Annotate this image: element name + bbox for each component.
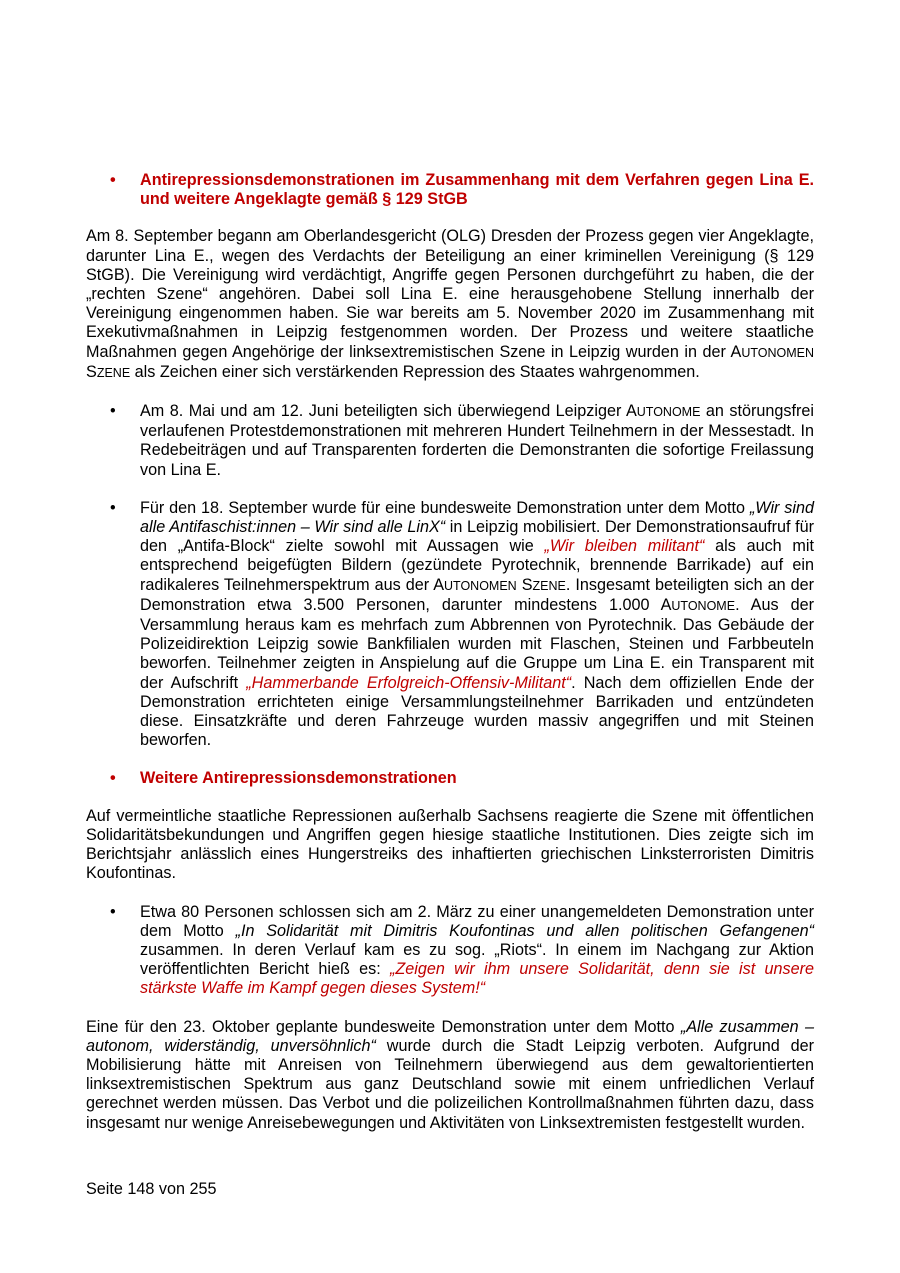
bullet-icon: • bbox=[110, 769, 116, 788]
small-caps-term: AUTONOMEN SZENE bbox=[86, 342, 814, 381]
quote-motto: „In Solidarität mit Dimitris Koufontinas und allen politischen Gefangenen“ bbox=[235, 921, 814, 940]
small-caps-term: AUTONOMEN SZENE bbox=[433, 575, 566, 594]
paragraph-solidarity: Auf vermeintliche staatliche Repressionen außerhalb Sachsens reagierte die Szene mit öffentlichen Solidaritätsbekundungen und Angriffen gegen hiesige staatliche Institutionen. Dies zeigte sich im Berichtsjahr anlässlich eines Hungerstreiks des inhaftierten griechischen Linksterroristen Dimitris Koufontinas. bbox=[86, 806, 814, 883]
section-heading-lina-e bbox=[86, 171, 814, 209]
heading-text: Weitere Antirepressionsdemonstrationen bbox=[140, 769, 457, 788]
bullet-icon: • bbox=[110, 498, 116, 517]
list-item-may-june-demos: • Am 8. Mai und am 12. Juni beteiligten sich überwiegend Leipziger AUTONOME an störungsfrei verlaufenen Protestdemonstrationen mit mehreren Hundert Teilnehmern in der Messestadt. In Redebeiträgen und auf Transparenten forderten die Demonstranten die sofortige Freilassung von Lina E. bbox=[110, 402, 814, 479]
paragraph-trial: Am 8. September begann am Oberlandesgericht (OLG) Dresden der Prozess gegen vier Angeklagte, darunter Lina E., wegen des Verdachts der Beteiligung an einer kriminellen Vereinigung (§ 129 StGB). Die Vereinigung wird verdächtigt, Angriffe gegen Personen durchgeführt zu haben, die der „rechten Szene“ angehören. Dabei soll Lina E. eine herausgehobene Stellung innerhalb der Vereinigung eingenommen haben. Sie war bereits am 5. November 2020 im Zusammenhang mit Exekutivmaßnahmen in Leipzig festgenommen worden. Der Prozess und weitere staatliche Maßnahmen gegen Angehörige der linksextremistischen Szene in Leipzig wurden in der AUTONOMEN SZENE als Zeichen einer sich verstärkenden Repression des Staates wahrgenommen. bbox=[86, 227, 814, 381]
quote-motto: „Wir sind alle Antifaschist:innen – Wir sind alle LinX“ bbox=[140, 498, 814, 537]
small-caps-term: AUTONOME bbox=[660, 595, 736, 614]
quote-banner: „Hammerbande Erfolgreich-Offensiv-Militant“ bbox=[246, 673, 572, 692]
heading-text: Antirepressionsdemonstrationen im Zusammenhang mit dem Verfahren gegen Lina E. und weitere Angeklagte gemäß § 129 StGB bbox=[140, 171, 814, 209]
page-content bbox=[86, 171, 814, 1133]
quote-report: „Zeigen wir ihm unsere Solidarität, denn sie ist unsere stärkste Waffe im Kampf gegen dieses System!“ bbox=[140, 960, 814, 998]
bullet-icon: • bbox=[110, 171, 116, 189]
quote-militant: „Wir bleiben militant“ bbox=[544, 537, 705, 556]
section-heading-further-demos bbox=[86, 769, 814, 788]
list-item-march-demo: • Etwa 80 Personen schlossen sich am 2. März zu einer unangemeldeten Demonstration unter dem Motto „In Solidarität mit Dimitris Koufontinas und allen politischen Gefangenen“ zusammen. In deren Verlauf kam es zu sog. „Riots“. In einem im Nachgang zur Aktion veröffentlichten Bericht hieß es: „Zeigen wir ihm unsere Solidarität, denn sie ist unsere stärkste Waffe im Kampf gegen dieses System!“ bbox=[110, 902, 814, 998]
small-caps-term: AUTONOME bbox=[625, 402, 701, 421]
list-item-september-demo: • Für den 18. September wurde für eine bundesweite Demonstration unter dem Motto „Wir sind alle Antifaschist:innen – Wir sind alle LinX“ in Leipzig mobilisiert. Der Demonstrationsaufruf für den „Antifa-Block“ zielte sowohl mit Aussagen wie „Wir bleiben militant“ als auch mit entsprechend beigefügten Bildern (gezündete Pyrotechnik, brennende Barrikade) auf ein radikaleres Teilnehmerspektrum aus der AUTONOMEN SZENE. Insgesamt beteiligten sich an der Demonstration etwa 3.500 Personen, darunter mindestens 1.000 AUTONOME. Aus der Versammlung heraus kam es mehrfach zum Abbrennen von Pyrotechnik. Das Gebäude der Polizeidirektion Leipzig sowie Bankfilialen wurden mit Flaschen, Steinen und Farbbeuteln beworfen. Teilnehmer zeigten in Anspielung auf die Gruppe um Lina E. ein Transparent mit der Aufschrift „Hammerbande Erfolgreich-Offensiv-Militant“. Nach dem offiziellen Ende der Demonstration errichteten einige Versammlungsteilnehmer Barrikaden und entzündeten diese. Einsatzkräfte und deren Fahrzeuge wurden massiv angegriffen und mit Steinen beworfen. bbox=[110, 498, 815, 750]
paragraph-october-ban: Eine für den 23. Oktober geplante bundesweite Demonstration unter dem Motto „Alle zusammen – autonom, widerständig, unversöhnlich“ wurde durch die Stadt Leipzig verboten. Aufgrund der Mobilisierung hätte mit Anreisen von Teilnehmern überwiegend aus dem gewaltorientierten linksextremistischen Spektrum aus ganz Deutschland sowie mit einem unfriedlichen Verlauf gerechnet werden müssen. Das Verbot und die polizeilichen Kontrollmaßnahmen führten dazu, dass insgesamt nur wenige Anreisebewegungen und Aktivitäten von Linksextremisten festgestellt wurden. bbox=[86, 1017, 814, 1132]
quote-motto: „Alle zusammen – autonom, widerständig, unversöhnlich“ bbox=[86, 1017, 814, 1055]
bullet-icon: • bbox=[110, 902, 116, 921]
page-number-footer: Seite 148 von 255 bbox=[86, 1180, 217, 1198]
bullet-icon: • bbox=[110, 402, 116, 421]
